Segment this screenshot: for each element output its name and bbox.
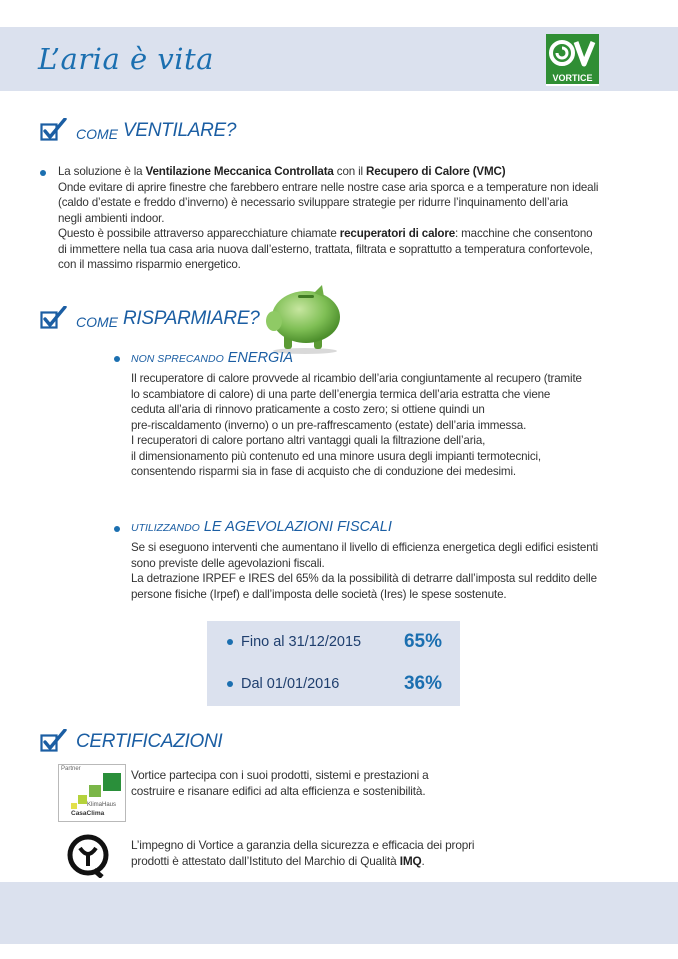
ventilare-line: di immettere nella tua casa aria nuova dall’esterno, trattata, filtrata e soprattutto a temperatura confortevole, [58,242,593,256]
energia-line: il dimensionamento più contenuto ed una minore usura degli impianti termotecnici, [131,449,541,463]
green-square [71,803,77,809]
heading-big: RISPARMIARE? [123,308,260,329]
section-certificazioni-heading [40,729,222,753]
heading-big: CERTIFICAZIONI [76,731,223,752]
casaclima-text: CasaClima [71,810,105,817]
energia-line: ceduta all’aria di rinnovo praticamente a costo zero; si ottiene quindi un [131,403,485,416]
rate-percent: 65% [403,631,442,652]
agevolazioni-paragraph [131,540,651,602]
heading-small: COME [76,314,118,330]
bullet-dot [114,526,120,532]
energia-subtitle: NON SPRECANDO ENERGIA [131,350,294,366]
ventilare-line: Onde evitare di aprire finestre che farebbero entrare nelle nostre case aria sporca e a temperature non ideali [58,180,599,194]
agevolazioni-line: persone fisiche (Irpef) e dall’imposta delle società (Ires) le spese sostenute. [131,587,507,601]
energia-line: Il recuperatore di calore provvede al ricambio dell’aria congiuntamente al recupero (tramite [131,372,582,385]
vortice-logo-icon [546,34,599,72]
bullet-dot [227,681,233,687]
bullet-dot [227,639,233,645]
energia-paragraph [131,371,631,480]
heading-small: COME [76,126,118,142]
ventilare-line: Questo è possibile attraverso apparecchiature chiamate recuperatori di calore: macchine che consentono [58,227,593,240]
green-square [103,773,121,791]
imq-logo-icon [66,834,110,878]
cert2-line: L’impegno di Vortice a garanzia della sicurezza e efficacia dei propri [131,838,475,852]
rate-row [227,631,442,653]
partner-label: Partner [61,766,81,772]
checkbox-checked-icon [40,118,68,142]
tagline: L’aria è vita [38,42,214,76]
checkbox-checked-icon [40,729,68,753]
heading-big: VENTILARE? [123,120,237,141]
agevolazioni-line: La detrazione IRPEF e IRES del 65% da la possibilità di detrarre dall’imposta sul reddito delle [131,572,597,585]
agevolazioni-line: Se si eseguono interventi che aumentano il livello di efficienza energetica degli edifici esistenti [131,541,599,554]
vortice-logo [546,34,599,86]
agevolazioni-subtitle: UTILIZZANDO LE AGEVOLAZIONI FISCALI [131,519,392,535]
green-square [78,795,87,804]
ventilare-paragraph [58,164,638,273]
section-risparmiare-heading [40,306,259,330]
cert1-paragraph [131,768,611,799]
checkbox-checked-icon [40,306,68,330]
rate-label: Fino al 31/12/2015 [241,634,362,650]
rates-box [207,621,460,706]
bullet-dot [114,356,120,362]
ventilare-line: con il massimo risparmio energetico. [58,258,241,271]
casaclima-partner-logo [58,764,126,822]
cert2-line: prodotti è attestato dall’Istituto del Marchio di Qualità IMQ. [131,853,425,868]
footer-band [0,882,678,944]
ventilare-line-1: La soluzione è la Ventilazione Meccanica Controllata con il Recupero di Calore (VMC) [58,165,506,178]
ventilare-line: negli ambienti indoor. [58,211,165,225]
piggy-bank-icon [262,283,348,355]
agevolazioni-line: sono previste delle agevolazioni fiscali. [131,556,325,570]
energia-line: pre-riscaldamento (inverno) o un pre-raffrescamento (estate) dell’aria immessa. [131,418,527,432]
ventilare-line: (caldo d’estate e freddo d’inverno) è necessario sviluppare strategie per ridurre l’inquinamento dell’aria [58,196,568,209]
rate-row [227,673,442,695]
cert1-line: Vortice partecipa con i suoi prodotti, sistemi e prestazioni a [131,768,429,782]
energia-line: lo scambiatore di calore) di una parte dell’energia termica dell’aria estratta che viene [131,387,551,401]
cert1-line: costruire e risanare edifici ad alta efficienza e sostenibilità. [131,783,426,798]
energia-line: consentendo risparmi sia in fase di acquisto che di conduzione dei medesimi. [131,465,516,478]
rate-percent: 36% [403,673,442,694]
rate-label: Dal 01/01/2016 [241,676,340,692]
klimahaus-text: KlimaHaus [87,802,117,808]
section-ventilare-heading [40,118,236,142]
cert2-paragraph [131,838,611,869]
energia-line: I recuperatori di calore portano altri vantaggi quali la filtrazione dell’aria, [131,434,486,447]
bullet-dot [40,170,46,176]
logo-text: VORTICE [546,72,599,84]
green-square [89,785,101,797]
